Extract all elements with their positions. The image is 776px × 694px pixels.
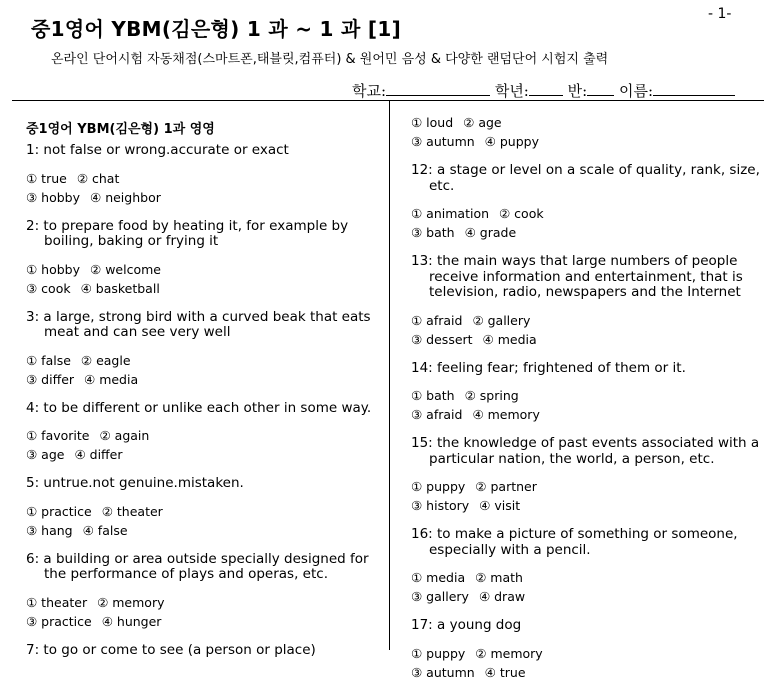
option-1[interactable]: ① theater [26,594,88,610]
option-2[interactable]: ② welcome [90,261,161,277]
header-rule [12,100,764,101]
question-text: 7: to go or come to see (a person or place) [26,641,316,658]
question-text: 4: to be different or unlike each other in some way. [26,399,372,416]
answer-options [26,351,380,389]
question-text: 17: a young dog [411,617,522,633]
question-item [411,254,761,349]
question-item [26,401,380,465]
option-4[interactable]: ④ draw [478,589,526,604]
option-4[interactable]: ④ false [82,522,128,538]
option-4[interactable]: ④ true [484,664,526,680]
option-4[interactable]: ④ basketball [80,280,160,296]
answer-options [411,311,761,349]
question-item [411,527,761,606]
question-item [26,310,380,389]
question-text: 5: untrue.not genuine.mistaken. [26,475,244,491]
option-1[interactable]: ① practice [26,503,92,519]
class-blank[interactable] [587,81,614,96]
question-text: 2: to prepare food by heating it, for example by boiling, baking or frying it [26,217,349,249]
option-3[interactable]: ③ cook [26,280,71,296]
answer-options [411,644,761,682]
student-info-line [352,80,735,101]
option-2[interactable]: ② eagle [80,352,131,368]
option-2[interactable]: ② partner [475,479,537,494]
answer-options [411,204,761,242]
question-text: 15: the knowledge of past events associated with a particular nation, the world, a person, etc. [411,435,760,467]
answer-options [411,386,761,424]
option-3[interactable]: ③ practice [26,613,92,629]
option-2[interactable]: ② chat [76,170,120,186]
school-label: 학교: [352,82,387,100]
option-4[interactable]: ④ media [482,331,537,347]
question-item [26,143,380,207]
option-1[interactable]: ① afraid [411,312,463,328]
grade-label: 학년: [494,82,529,100]
question-text: 16: to make a picture of something or someone, especially with a pencil. [411,526,738,558]
option-4[interactable]: ④ differ [74,447,123,462]
school-blank[interactable] [386,81,490,96]
page-title: 중1영어 YBM(김은형) 1 과 ~ 1 과 [1] [31,17,402,41]
option-2[interactable]: ② age [463,115,502,130]
option-2[interactable]: ② math [475,570,523,585]
answer-options [411,113,761,151]
page-number: - 1- [708,6,732,22]
option-1[interactable]: ① puppy [411,645,466,661]
left-column [26,110,380,668]
section-title: 중1영어 YBM(김은형) 1과 영영 [26,122,215,137]
option-2[interactable]: ② spring [464,388,519,403]
option-3[interactable]: ③ differ [26,371,75,387]
option-3[interactable]: ③ gallery [411,589,469,604]
answer-options [26,593,380,631]
question-item [411,163,761,242]
option-3[interactable]: ③ hang [26,522,73,538]
option-3[interactable]: ③ autumn [411,664,475,680]
question-text: 12: a stage or level on a scale of quality, rank, size, etc. [411,162,760,194]
option-2[interactable]: ② cook [499,206,544,221]
option-3[interactable]: ③ autumn [411,134,475,149]
question-item [411,436,761,515]
answer-options [26,260,380,298]
question-item [26,476,380,540]
option-3[interactable]: ③ dessert [411,331,473,347]
option-3[interactable]: ③ afraid [411,407,463,422]
option-3[interactable]: ③ bath [411,225,455,240]
answer-options [411,477,761,515]
page-subtitle: 온라인 단어시험 자동채점(스마트폰,태블릿,컴퓨터) & 원어민 음성 & 다양한 랜덤단어 시험지 출력 [51,52,609,67]
question-text: 6: a building or area outside specially designed for the performance of plays and operas, etc. [26,550,369,582]
option-1[interactable]: ① favorite [26,428,90,443]
option-1[interactable]: ① false [26,352,71,368]
question-item [26,219,380,298]
option-1[interactable]: ① media [411,570,466,585]
option-2[interactable]: ② again [99,428,150,443]
option-1[interactable]: ① loud [411,115,454,130]
option-4[interactable]: ④ grade [464,225,517,240]
question-item [26,643,380,659]
name-label: 이름: [618,82,654,100]
question-text: 1: not false or wrong.accurate or exact [26,142,289,158]
option-4[interactable]: ④ visit [479,498,521,513]
question-item [411,361,761,425]
class-label: 반: [567,82,588,100]
column-divider [389,101,390,650]
option-4[interactable]: ④ puppy [484,134,539,149]
option-3[interactable]: ③ age [26,447,65,462]
option-4[interactable]: ④ memory [472,407,540,422]
option-1[interactable]: ① bath [411,388,455,403]
answer-options [26,426,380,464]
answer-options [26,169,380,207]
option-4[interactable]: ④ media [84,371,139,387]
name-blank[interactable] [653,81,735,96]
option-2[interactable]: ② theater [101,503,163,519]
option-1[interactable]: ① animation [411,206,490,221]
question-item [26,552,380,631]
option-4[interactable]: ④ hunger [101,613,162,629]
option-1[interactable]: ① hobby [26,261,81,277]
question-text: 13: the main ways that large numbers of people receive information and entertainment, that is television, radio, newspapers and the Internet [411,253,743,300]
option-1[interactable]: ① true [26,170,67,186]
answer-options [411,568,761,606]
answer-options [26,502,380,540]
question-text: 3: a large, strong bird with a curved beak that eats meat and can see very well [26,308,371,340]
option-2[interactable]: ② gallery [472,312,531,328]
option-2[interactable]: ② memory [475,645,543,661]
option-1[interactable]: ① puppy [411,479,466,494]
question-text: 14: feeling fear; frightened of them or it. [411,359,686,376]
option-4[interactable]: ④ neighbor [90,189,161,205]
right-column [411,113,761,694]
option-3[interactable]: ③ history [411,498,470,513]
option-3[interactable]: ③ hobby [26,189,81,205]
grade-blank[interactable] [529,81,563,96]
option-2[interactable]: ② memory [97,594,165,610]
